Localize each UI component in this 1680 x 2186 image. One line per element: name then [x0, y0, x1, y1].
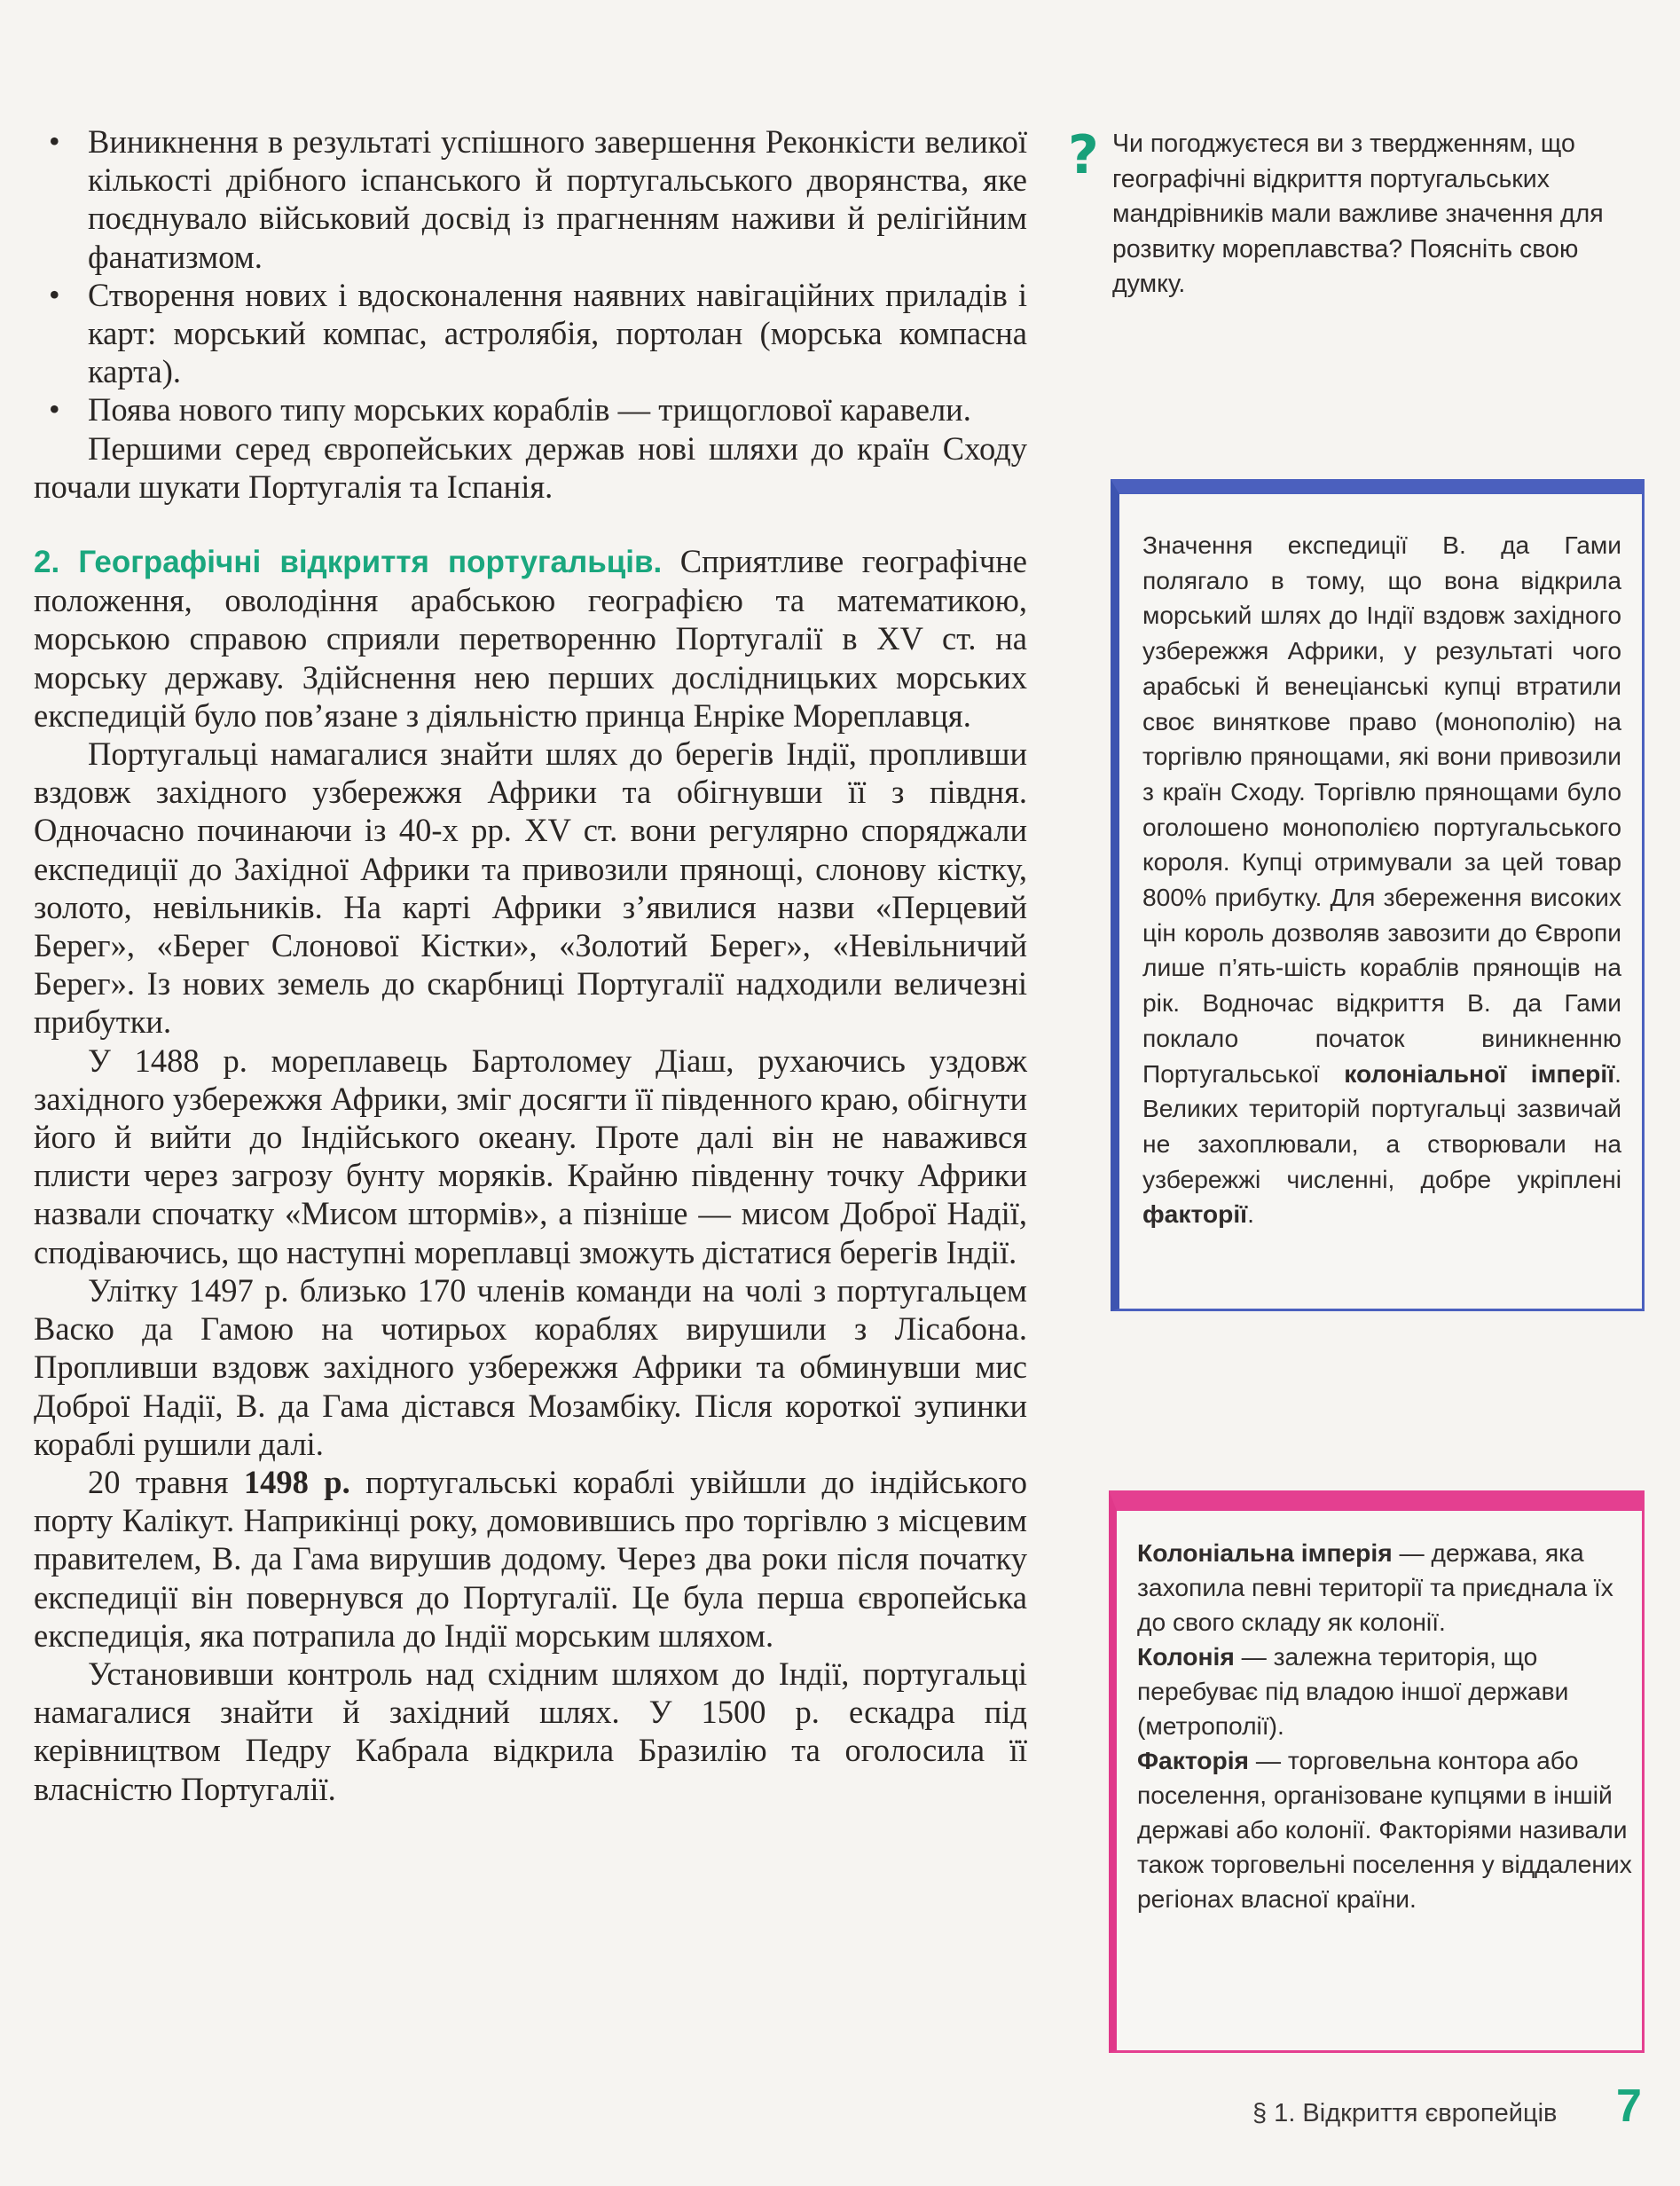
question-mark-icon: ?: [1068, 124, 1099, 186]
paragraph-5-start: 20 травня: [88, 1463, 244, 1500]
footer-chapter-title: § 1. Відкриття європейців: [1252, 2099, 1558, 2127]
glossary-entry: [1137, 1640, 1634, 1743]
paragraph-5-rest: португальські кораблі увійшли до індійського порту Калікут. Наприкінці року, домовившись про торгівлю з місцевим правителем, В. да Гама вирушив додому. Через два роки після початку експедиції він повернувся до Португалії. Це була перша європейська експедиція, яка потрапила до Індії морським шляхом.: [34, 1463, 1027, 1654]
glossary-entry: [1137, 1743, 1634, 1916]
glossary-entry: [1137, 1536, 1634, 1640]
list-item: [34, 276, 1027, 391]
bullet-text: Поява нового типу морських кораблів — трищоглової каравели.: [88, 391, 971, 429]
info-box-blue: [1111, 479, 1645, 1311]
glossary-term: Факторія: [1137, 1746, 1249, 1774]
page-number: 7: [1616, 2080, 1642, 2132]
section-heading-continuation: Сприятливе географічне положення, оволодіння арабською географією та математикою, морською справою сприяли перетворенню Португалії в XV ст. на морську державу. Здійснення нею перших дослідницьких морських експедицій було пов’язане з діяльністю принца Енріке Мореплавця.: [34, 543, 1027, 734]
bullet-list: [34, 122, 1027, 429]
section-paragraph-2: Португальці намагалися знайти шлях до берегів Індії, пропливши вздовж західного узбережжя Африки та обігнувши її з півдня. Одночасно починаючи із 40-х рр. XV ст. вони регулярно споряджали експедиції до Західної Африки та привозили прянощі, слонову кістку, золото, невільників. На карті Африки з’явилися назви «Перцевий Берег», «Берег Слонової Кістки», «Золотий Берег», «Невільничий Берег». Із нових земель до скарбниці Португалії надходили величезні прибутки.: [34, 735, 1027, 1041]
bullet-text: Створення нових і вдосконалення наявних навігаційних приладів і карт: морський компас, астролябія, портолан (морська компасна карта).: [88, 276, 1027, 390]
intro-paragraph: Першими серед європейських держав нові шляхи до країн Сходу почали шукати Португалія та Іспанія.: [34, 429, 1027, 505]
list-item: [34, 390, 1027, 429]
question-text: Чи погоджуєтеся ви з твердженням, що географічні відкриття португальських мандрівників мали важливе значення для розвитку мореплавства? Поясніть свою думку.: [1112, 130, 1604, 298]
bullet-icon: •: [49, 276, 60, 312]
info-box-text: [1142, 528, 1621, 1232]
term-factory: факторії: [1142, 1199, 1248, 1229]
main-text-column: [34, 122, 1027, 1808]
bullet-text: Виникнення в результаті успішного завершення Реконкісти великої кількості дрібного іспанського й португальського дворянства, яке поєднувало військовий досвід із прагненням наживи й релігійним фанатизмом.: [88, 123, 1027, 275]
glossary-definition: — держава, яка захопила певні території та приєднала їх до свого складу як колонії.: [1137, 1538, 1613, 1636]
info-text-start: Значення експедиції В. да Гами полягало в тому, що вона відкрила морський шлях до Індії вздовж західного узбережжя Африки, у результаті чого арабські й венеціанські купці втратили своє виняткове право (монополію) на торгівлю прянощами, які вони привозили з країн Сходу. Торгівлю прянощами було оголошено монополією португальського короля. Купці отримували за цей товар 800% прибутку. Для збереження високих цін король дозволяв завозити до Європи лише п’ять-шість кораблів прянощів на рік. Водночас відкриття В. да Гами поклало початок виникненню Португальської: [1142, 531, 1621, 1088]
glossary-term: Колонія: [1137, 1642, 1235, 1671]
question-block: [1068, 124, 1609, 303]
bullet-icon: •: [49, 391, 60, 428]
list-item: [34, 122, 1027, 276]
glossary-definition: — торговельна контора або поселення, організоване купцями в іншій державі або колонії. Факторіями називали також торговельні поселення у віддалених регіонах власної країни.: [1137, 1746, 1632, 1913]
info-text-middle: . Великих територій португальці зазвичай не захоплювали, а створювали на узбережжі численні, добре укріплені: [1142, 1058, 1621, 1193]
section-paragraph-1: [34, 542, 1027, 735]
term-colonial-empire: колоніальної імперії: [1344, 1058, 1615, 1088]
glossary-definition: — залежна територія, що перебуває під владою іншої держави (метрополії).: [1137, 1642, 1569, 1740]
section-paragraph-3: У 1488 р. мореплавець Бартоломеу Діаш, рухаючись уздовж західного узбережжя Африки, зміг досягти її південного краю, обігнути його й вийти до Індійського океану. Проте далі він не наважився плисти через загрозу бунту моряків. Крайню південну точку Африки назвали спочатку «Мисом штормів», а пізніше — мисом Доброї Надії, сподіваючись, що наступні мореплавці зможуть дістатися берегів Індії.: [34, 1042, 1027, 1270]
glossary-box-pink: [1109, 1490, 1645, 2053]
glossary-text: [1137, 1536, 1634, 1916]
date-1498: 1498 р.: [243, 1463, 350, 1500]
bullet-icon: •: [49, 123, 60, 159]
section-paragraph-4: Улітку 1497 р. близько 170 членів команди на чолі з португальцем Васко да Гамою на чотирьох кораблях вирушили з Лісабона. Пропливши вздовж західного узбережжя Африки та обминувши мис Доброї Надії, В. да Гама дістався Мозамбіку. Після короткої зупинки кораблі рушили далі.: [34, 1271, 1027, 1462]
info-text-end: .: [1247, 1199, 1254, 1229]
glossary-term: Колоніальна імперія: [1137, 1538, 1393, 1567]
section-heading: 2. Географічні відкриття португальців.: [34, 545, 663, 580]
section-paragraph-5: [34, 1463, 1027, 1655]
section-paragraph-6: Установивши контроль над східним шляхом до Індії, португальці намагалися знайти й західний шлях. У 1500 р. ескадра під керівництвом Педру Кабрала відкрила Бразилію та оголосила її власністю Португалії.: [34, 1655, 1027, 1807]
